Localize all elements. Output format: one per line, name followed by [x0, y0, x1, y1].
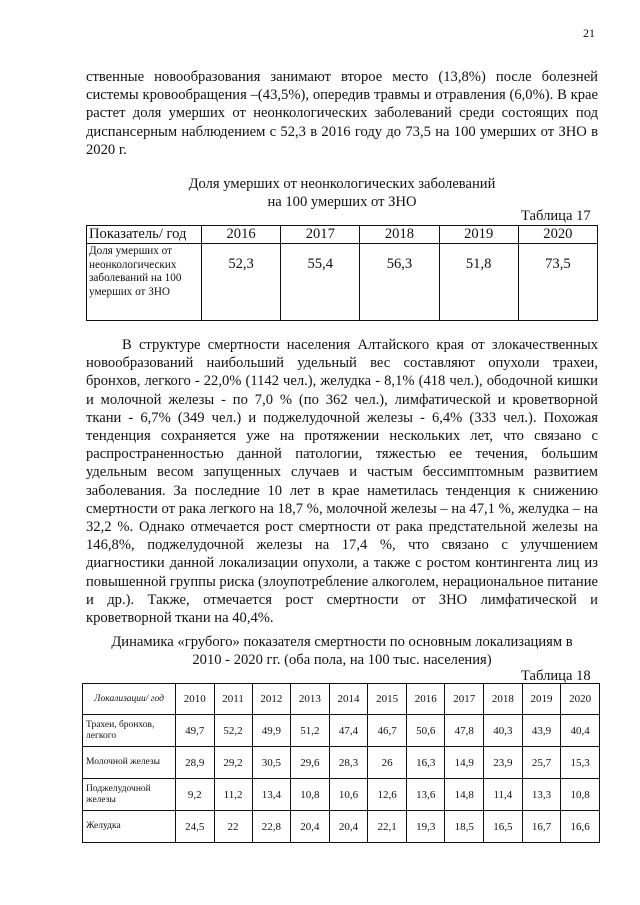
table17-caption-line2: на 100 умерших от ЗНО	[267, 194, 417, 210]
table18-value-cell: 40,4	[561, 715, 600, 747]
table18-header-cell: 2015	[368, 684, 407, 715]
table18-value-cell: 49,9	[252, 715, 291, 747]
table18-value-cell: 10,8	[291, 779, 330, 811]
table17-value-cell: 55,4	[281, 244, 360, 321]
table18-value-cell: 52,2	[214, 715, 252, 747]
table17-value-cell: 73,5	[518, 244, 597, 321]
table18-row	[83, 779, 600, 811]
table18-value-cell: 43,9	[522, 715, 561, 747]
table18-value-cell: 20,4	[291, 811, 330, 843]
table17-header-cell: 2019	[439, 226, 518, 244]
table18-header-cell: 2016	[406, 684, 445, 715]
table18-value-cell: 9,2	[176, 779, 215, 811]
table18	[82, 683, 600, 843]
table18-value-cell: 10,6	[329, 779, 368, 811]
table18-value-cell: 14,9	[445, 747, 484, 779]
table18-value-cell: 16,7	[522, 811, 561, 843]
table18-value-cell: 15,3	[561, 747, 600, 779]
table18-row	[83, 811, 600, 843]
table18-value-cell: 47,4	[329, 715, 368, 747]
table18-row	[83, 747, 600, 779]
table18-localization-cell: Трахеи, бронхов, легкого	[83, 715, 176, 747]
table18-value-cell: 20,4	[329, 811, 368, 843]
table18-localization-cell: Поджелудочной железы	[83, 779, 176, 811]
table17-value-cell: 56,3	[360, 244, 439, 321]
table17-value-cell: 52,3	[202, 244, 281, 321]
table18-value-cell: 16,5	[484, 811, 523, 843]
table18-value-cell: 26	[368, 747, 407, 779]
paragraph-intro: ственные новообразования занимают второе место (13,8%) после болезней системы кровообращения –(43,5%), опередив травмы и отравления (6,0%). В крае растет доля умерших от неонкологических заболеваний среди состоящих под диспансерным наблюдением с 52,3 в 2016 году до 73,5 на 100 умерших от ЗНО в 2020 г.	[86, 69, 598, 158]
table18-body	[83, 715, 600, 843]
table18-value-cell: 50,6	[406, 715, 445, 747]
table18-value-cell: 28,3	[329, 747, 368, 779]
table18-value-cell: 29,2	[214, 747, 252, 779]
table17-label: Таблица 17	[521, 208, 591, 224]
table18-value-cell: 40,3	[484, 715, 523, 747]
table18-value-cell: 49,7	[176, 715, 215, 747]
table18-value-cell: 25,7	[522, 747, 561, 779]
table18-value-cell: 29,6	[291, 747, 330, 779]
table18-value-cell: 19,3	[406, 811, 445, 843]
table18-header-cell: 2010	[176, 684, 215, 715]
table17-header-cell: 2018	[360, 226, 439, 244]
table18-value-cell: 13,4	[252, 779, 291, 811]
table18-value-cell: 22,8	[252, 811, 291, 843]
table18-value-cell: 10,8	[561, 779, 600, 811]
table18-value-cell: 46,7	[368, 715, 407, 747]
table18-value-cell: 12,6	[368, 779, 407, 811]
table18-value-cell: 24,5	[176, 811, 215, 843]
page-number: 21	[583, 26, 595, 40]
table18-row	[83, 715, 600, 747]
table18-header-cell: 2011	[214, 684, 252, 715]
table17-indicator-cell: Доля умерших от неонкологических заболеваний на 100 умерших от ЗНО	[87, 244, 202, 321]
table18-value-cell: 51,2	[291, 715, 330, 747]
table18-header-row	[83, 684, 600, 715]
table17-header-cell: 2016	[202, 226, 281, 244]
table18-header-cell: 2019	[522, 684, 561, 715]
table18-value-cell: 30,5	[252, 747, 291, 779]
table18-header-cell: 2017	[445, 684, 484, 715]
table18-value-cell: 23,9	[484, 747, 523, 779]
table18-caption-line1: Динамика «грубого» показателя смертности по основным локализациям в	[111, 634, 573, 650]
table18-label: Таблица 18	[521, 668, 591, 684]
table18-value-cell: 14,8	[445, 779, 484, 811]
table18-caption	[86, 633, 598, 669]
table17-value-cell: 51,8	[439, 244, 518, 321]
table18-caption-line2: 2010 - 2020 гг. (оба пола, на 100 тыс. населения)	[192, 652, 492, 668]
table18-value-cell: 28,9	[176, 747, 215, 779]
table18-header-cell: 2018	[484, 684, 523, 715]
paragraph-structure: В структуре смертности населения Алтайского края от злокачественных новообразований наибольший удельный вес составляют опухоли трахеи, бронхов, легкого - 22,0% (1142 чел.), желудка - 8,1% (418 чел.), ободочной кишки и молочной железы - по 7,0 % (по 362 чел.), лимфатической и кроветворной ткани - 6,7% (349 чел.) и поджелудочной железы - 6,4% (333 чел.). Похожая тенденция сохраняется уже на протяжении нескольких лет, что связано с распространенностью данной патологии, тяжестью ее течения, большим удельным весом запущенных случаев и частым бессимптомным развитием заболевания. За последние 10 лет в крае наметилась тенденция к снижению смертности от рака легкого на 18,7 %, молочной железы – на 47,1 %, желудка – на 32,2 %. Однако отмечается рост смертности от рака предстательной железы на 146,8%, поджелудочной железы на 17,4 %, что связано с улучшением диагностики данной локализации опухоли, а также с ростом контингента лиц из повышенной группы риска (злоупотребление алкоголем, нерациональное питание и др.). Также, отмечается рост смертности от ЗНО лимфатической и кроветворной ткани на 40,4%.	[86, 337, 598, 627]
table18-localization-cell: Молочной железы	[83, 747, 176, 779]
table17-header-row	[87, 226, 598, 244]
table18-value-cell: 13,3	[522, 779, 561, 811]
table18-localization-cell: Желудка	[83, 811, 176, 843]
table18-header-cell: 2020	[561, 684, 600, 715]
table17-row	[87, 244, 598, 321]
table18-header-cell: 2014	[329, 684, 368, 715]
table18-value-cell: 18,5	[445, 811, 484, 843]
table17-caption	[86, 175, 598, 211]
table17-header-cell: 2017	[281, 226, 360, 244]
table18-value-cell: 22,1	[368, 811, 407, 843]
table18-value-cell: 16,3	[406, 747, 445, 779]
table18-value-cell: 11,4	[484, 779, 523, 811]
table18-value-cell: 11,2	[214, 779, 252, 811]
table17-header-cell: Показатель/ год	[87, 226, 202, 244]
table18-header-cell: 2013	[291, 684, 330, 715]
table18-value-cell: 22	[214, 811, 252, 843]
table18-header-cell: 2012	[252, 684, 291, 715]
table17-header-cell: 2020	[518, 226, 597, 244]
table17-caption-line1: Доля умерших от неонкологических заболеваний	[188, 176, 496, 192]
table18-header-cell: Локализации/ год	[83, 684, 176, 715]
table18-value-cell: 16,6	[561, 811, 600, 843]
table17	[86, 225, 598, 321]
table18-value-cell: 13,6	[406, 779, 445, 811]
table18-value-cell: 47,8	[445, 715, 484, 747]
